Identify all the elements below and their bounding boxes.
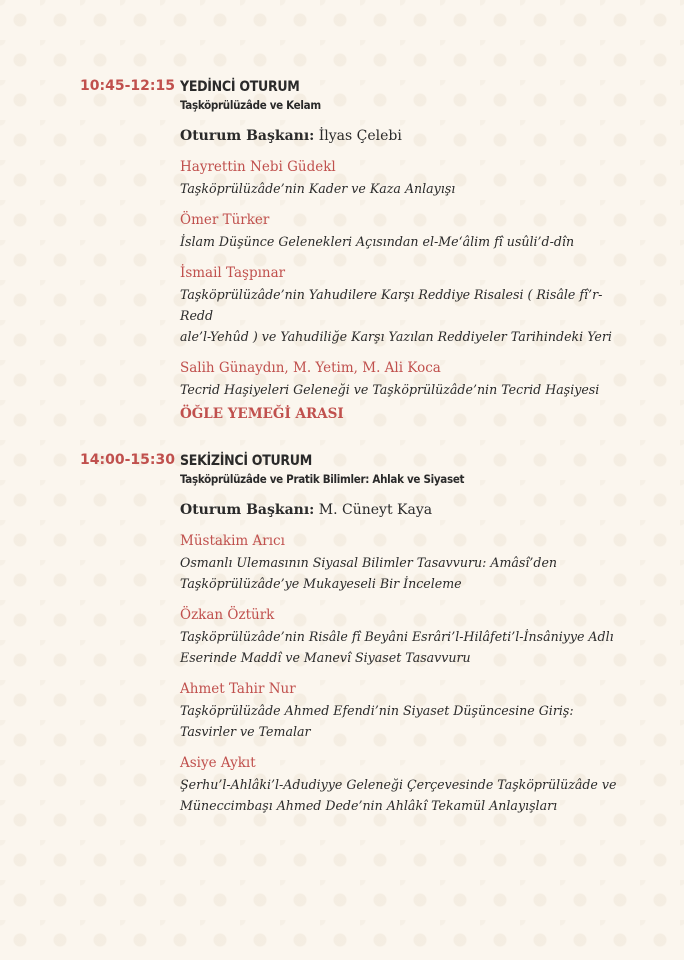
paper-title-line: Müneccimbaşı Ahmed Dede’nin Ahlâkî Tekamül Anlayışları — [180, 798, 558, 813]
session-subtitle: Taşköprülüzâde ve Kelam — [180, 98, 321, 112]
talk-item — [180, 753, 620, 816]
talk-item — [180, 358, 620, 400]
chair-label: Oturum Başkanı: — [180, 128, 315, 144]
session-title: SEKİZİNCİ OTURUM — [180, 453, 312, 469]
speaker-name: Müstakim Arıcı — [180, 533, 285, 549]
paper-title-line: Taşköprülüzâde’nin Risâle fî Beyâni Esrâri’l-Hilâfeti’l-İnsâniyye Adlı — [180, 629, 614, 644]
speaker-name: Salih Günaydın, M. Yetim, M. Ali Koca — [180, 360, 441, 376]
paper-title-line: Taşköprülüzâde Ahmed Efendi’nin Siyaset Düşüncesine Giriş: — [180, 703, 574, 718]
lunch-break: ÖĞLE YEMEĞİ ARASI — [180, 406, 344, 422]
speaker-name: Ahmet Tahir Nur — [180, 681, 296, 697]
speaker-name: Özkan Öztürk — [180, 607, 275, 623]
chair-label: Oturum Başkanı: — [180, 502, 315, 518]
paper-title-line: Eserinde Maddî ve Manevî Siyaset Tasavvuru — [180, 650, 471, 665]
talk-item — [180, 605, 620, 668]
speaker-name: Hayrettin Nebi Güdekl — [180, 159, 336, 175]
paper-title-line: Tecrid Haşiyeleri Geleneği ve Taşköprülüzâde’nin Tecrid Haşiyesi — [180, 382, 600, 397]
session-body — [180, 78, 620, 400]
session-title: YEDİNCİ OTURUM — [180, 79, 300, 95]
talk-item — [180, 210, 620, 252]
talk-item — [180, 263, 620, 347]
chair-name: M. Cüneyt Kaya — [318, 502, 433, 518]
paper-title-line: İslam Düşünce Gelenekleri Açısından el-Me‘âlim fî usûli’d-dîn — [180, 234, 575, 249]
speaker-name: Ömer Türker — [180, 212, 270, 228]
session-subtitle: Taşköprülüzâde ve Pratik Bilimler: Ahlak ve Siyaset — [180, 472, 465, 486]
session-time: 10:45-12:15 — [80, 78, 175, 94]
talk-item — [180, 157, 620, 199]
session-chair — [180, 126, 620, 146]
paper-title-line: Taşköprülüzâde’nin Yahudilere Karşı Reddiye Risalesi ( Risâle fî’r-Redd — [180, 287, 603, 323]
session-time: 14:00-15:30 — [80, 452, 175, 468]
paper-title-line: Tasvirler ve Temalar — [180, 724, 311, 739]
talk-item — [180, 679, 620, 742]
paper-title-line: Şerhu’l-Ahlâki’l-Adudiyye Geleneği Çerçevesinde Taşköprülüzâde ve — [180, 777, 617, 792]
paper-title-line: Taşköprülüzâde’nin Kader ve Kaza Anlayışı — [180, 181, 456, 196]
talk-item — [180, 531, 620, 594]
paper-title-line: Taşköprülüzâde’ye Mukayeseli Bir İnceleme — [180, 576, 462, 591]
chair-name: İlyas Çelebi — [318, 128, 402, 144]
paper-title-line: Osmanlı Ulemasının Siyasal Bilimler Tasavvuru: Amâsî’den — [180, 555, 558, 570]
speaker-name: Asiye Aykıt — [180, 755, 256, 771]
session-body — [180, 452, 620, 816]
speaker-name: İsmail Taşpınar — [180, 265, 286, 281]
paper-title-line: ale’l-Yehûd ) ve Yahudiliğe Karşı Yazılan Reddiyeler Tarihindeki Yeri — [180, 329, 612, 344]
session-chair — [180, 500, 620, 520]
